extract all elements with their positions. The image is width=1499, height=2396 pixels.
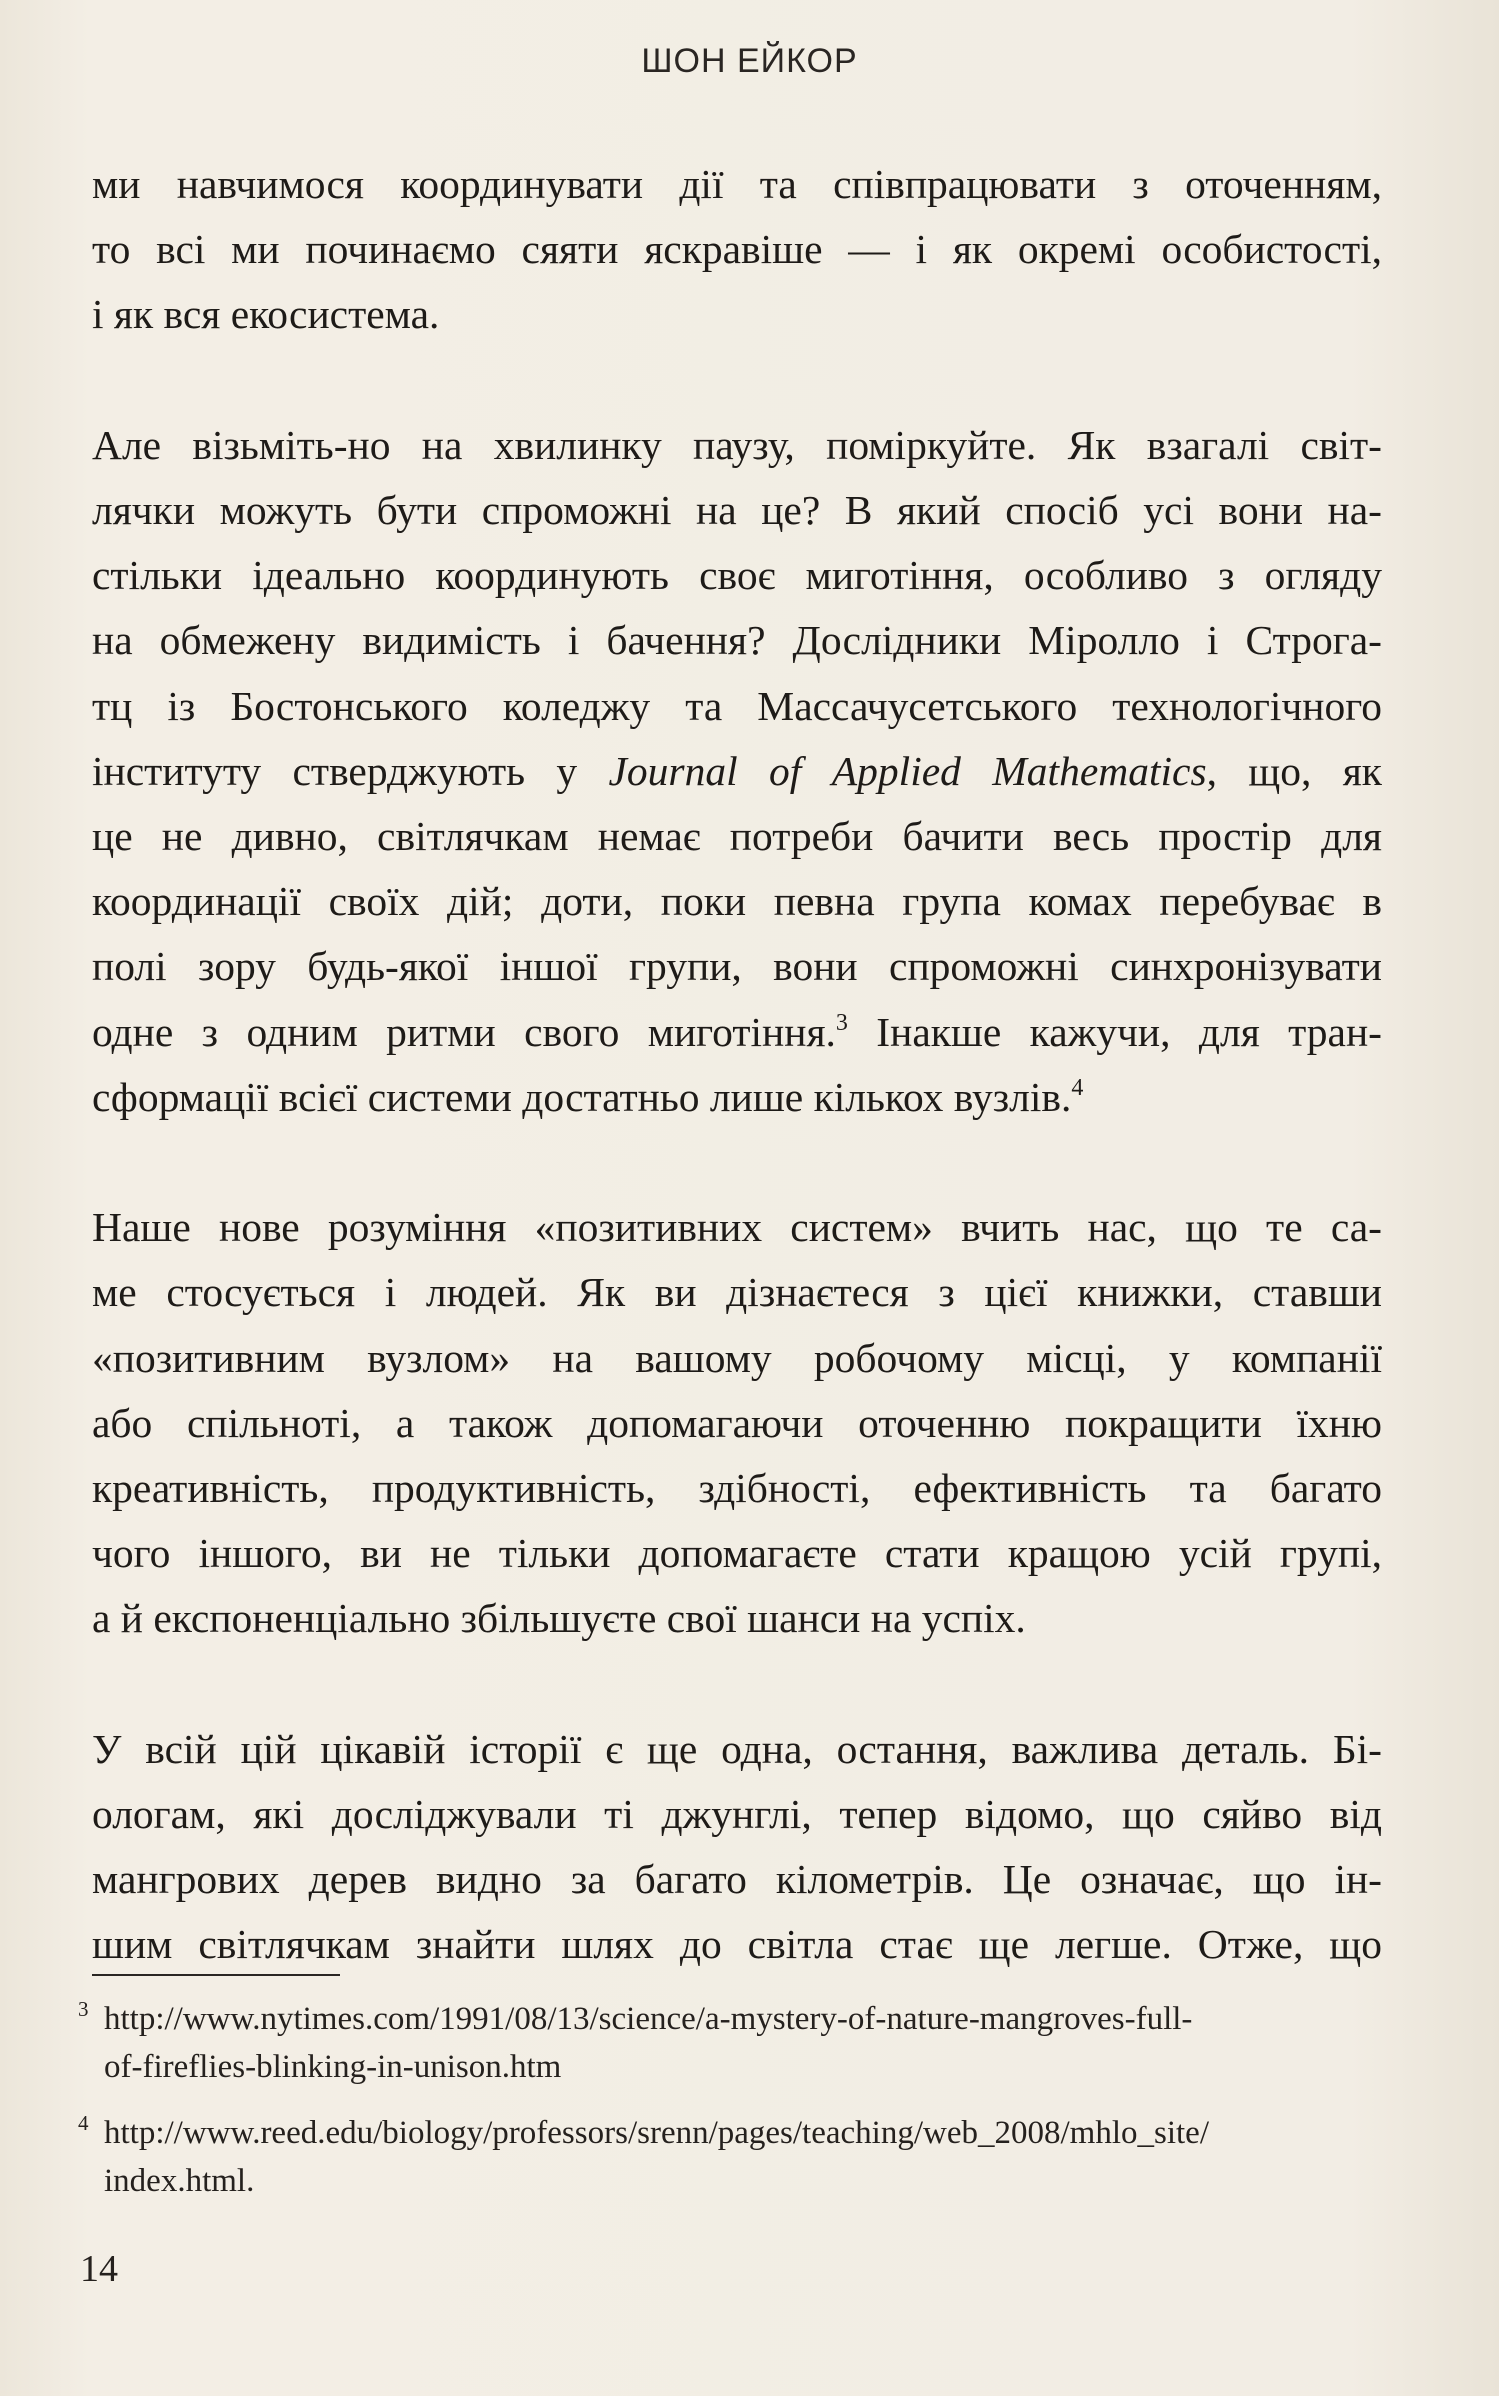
text-line: це не дивно, світлячкам немає потреби бачити весь простір для	[92, 813, 1382, 860]
paragraph-4	[92, 1717, 1382, 1978]
body-text	[92, 152, 1382, 1978]
page-number: 14	[80, 2248, 118, 2290]
text-run: одне з одним ритми свого миготіння.	[92, 1008, 836, 1055]
footnote-ref-4[interactable]: 4	[1071, 1074, 1084, 1101]
text-run: Інакше кажучи, для тран-	[847, 1008, 1382, 1055]
text-line-journal	[92, 739, 1382, 804]
text-line: Але візьміть-но на хвилинку паузу, поміркуйте. Як взагалі світ-	[92, 421, 1382, 468]
text-line: то всі ми починаємо сяяти яскравіше — і як окремі особистості,	[92, 226, 1382, 273]
footnote-4	[78, 2109, 1378, 2205]
footnote-url-line: http://www.reed.edu/biology/professors/srenn/pages/teaching/web_2008/mhlo_site/	[104, 2115, 1209, 2151]
text-line: координації своїх дій; доти, поки певна група комах перебуває в	[92, 878, 1382, 925]
text-line: лячки можуть бути спроможні на це? В який спосіб усі вони на-	[92, 487, 1382, 533]
text-line: ологам, які досліджували ті джунглі, тепер відомо, що сяйво від	[92, 1791, 1382, 1838]
text-line: мангрових дерев видно за багато кілометрів. Це означає, що ін-	[92, 1856, 1382, 1903]
footnote-url[interactable]	[104, 2109, 1378, 2205]
text-line: ме стосується і людей. Як ви дізнаєтеся з цієї книжки, ставши	[92, 1269, 1382, 1316]
text-line: У всій цій цікавій історії є ще одна, остання, важлива деталь. Бі-	[92, 1725, 1382, 1772]
text-line: полі зору будь-якої іншої групи, вони спроможні синхронізувати	[92, 943, 1382, 990]
text-line-ref3	[92, 1000, 1382, 1065]
text-line: тц із Бостонського коледжу та Массачусетського технологічного	[92, 682, 1382, 729]
text-line: чого іншого, ви не тільки допомагаєте стати кращою усій групі,	[92, 1530, 1382, 1577]
footnote-ref-3[interactable]: 3	[835, 1009, 848, 1036]
footnote-url-line: http://www.nytimes.com/1991/08/13/science/a-mystery-of-nature-mangroves-full-	[104, 2001, 1193, 2037]
paragraph-2	[92, 413, 1382, 1130]
text-line: ми навчимося координувати дії та співпрацювати з оточенням,	[92, 161, 1382, 207]
text-line: а й експоненціально збільшуєте свої шанси на успіх.	[92, 1595, 1026, 1642]
footnote-url-line: of-fireflies-blinking-in-unison.htm	[104, 2049, 562, 2085]
footnote-3	[78, 1995, 1378, 2091]
text-line: Наше нове розуміння «позитивних систем» вчить нас, що те са-	[92, 1204, 1382, 1251]
text-line-ref4	[92, 1065, 1382, 1130]
text-run: сформації всієї системи достатньо лише кількох вузлів.	[92, 1073, 1072, 1120]
footnote-url[interactable]	[104, 1995, 1378, 2091]
text-line: на обмежену видимість і бачення? Дослідники Міролло і Строга-	[92, 617, 1382, 664]
footnote-divider	[92, 1974, 340, 1976]
text-line: шим світлячкам знайти шлях до світла стає ще легше. Отже, що	[92, 1921, 1382, 1968]
text-run: , що, як	[1206, 747, 1382, 794]
footnote-number: 3	[78, 1997, 89, 2021]
footnote-url-line: index.html.	[104, 2163, 255, 2199]
text-line: або спільноті, а також допомагаючи оточенню покращити їхню	[92, 1399, 1382, 1446]
text-line: креативність, продуктивність, здібності, ефективність та багато	[92, 1465, 1382, 1512]
text-line: і як вся екосистема.	[92, 291, 440, 338]
journal-title: Journal of Applied Mathematics	[608, 747, 1207, 794]
paragraph-1	[92, 152, 1382, 348]
paragraph-3	[92, 1195, 1382, 1651]
text-line: стільки ідеально координують своє миготіння, особливо з огляду	[92, 552, 1382, 599]
running-head: ШОН ЕЙКОР	[641, 42, 858, 80]
text-line: «позитивним вузлом» на вашому робочому місці, у компанії	[92, 1334, 1382, 1381]
footnotes	[78, 1995, 1378, 2223]
footnote-number: 4	[78, 2111, 89, 2135]
text-run: інституту стверджують у	[92, 747, 609, 794]
